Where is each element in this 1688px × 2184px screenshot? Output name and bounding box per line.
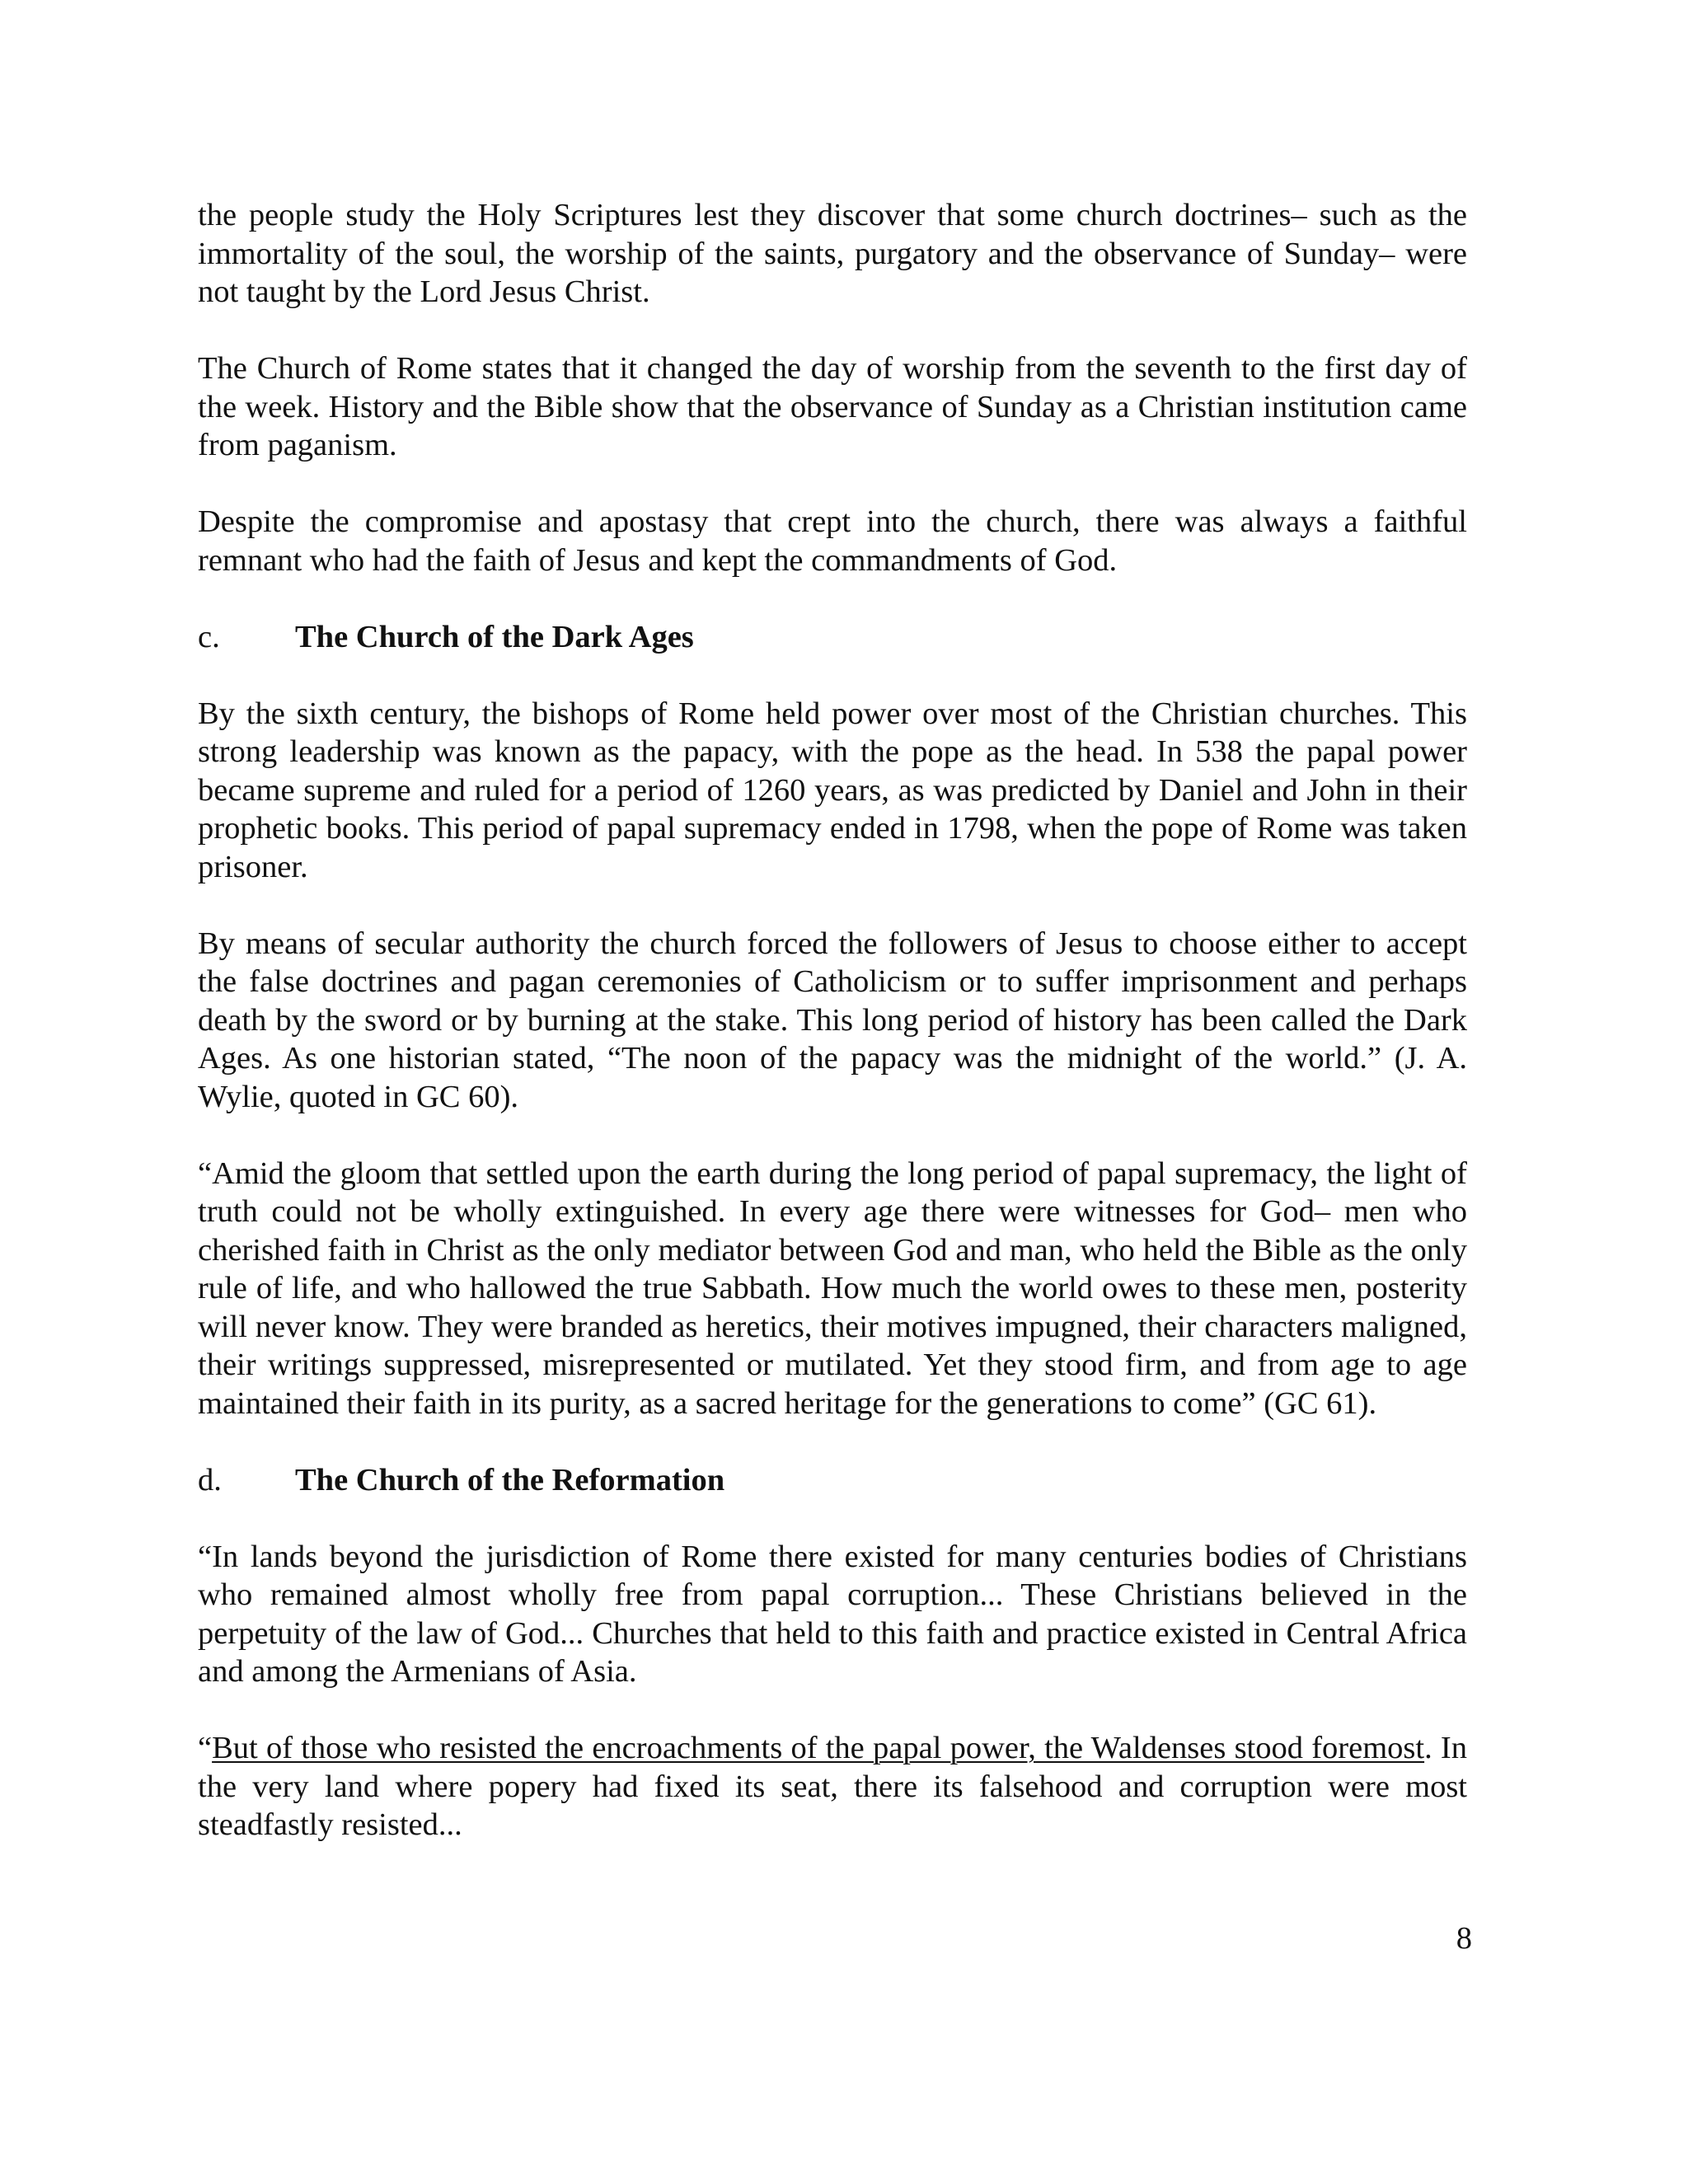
open-quote: “	[198, 1731, 213, 1765]
paragraph-witnesses-quote: “Amid the gloom that settled upon the earth during the long period of papal supremacy, the light of truth could not be wholly extinguished. In every age there were witnesses for God– men who cherished faith in Christ as the only mediator between God and man, who held the Bible as the only rule of life, and who hallowed the true Sabbath. How much the world owes to these men, posterity will never know. They were branded as heretics, their motives impugned, their characters maligned, their writings suppressed, misrepresented or mutilated. Yet they stood firm, and from age to age maintained their faith in its purity, as a sacred heritage for the generations to come” (GC 61).	[198, 1155, 1467, 1421]
paragraph-rest: . In the very land where popery had fixed its seat, there its falsehood and corruption were most steadfastly resisted...	[198, 1731, 1467, 1842]
section-heading-reformation	[198, 1461, 1467, 1500]
section-title: The Church of the Reformation	[295, 1462, 725, 1497]
underlined-text: But of those who resisted the encroachments of the papal power, the Waldenses stood foremost	[212, 1731, 1425, 1765]
paragraph-waldenses	[198, 1729, 1467, 1844]
page-number: 8	[1456, 1921, 1472, 1956]
paragraph-faithful-remnant: Despite the compromise and apostasy that crept into the church, there was always a faithful remnant who had the faith of Jesus and kept the commandments of God.	[198, 504, 1467, 578]
paragraph-lands-beyond-rome: “In lands beyond the jurisdiction of Rome there existed for many centuries bodies of Christians who remained almost wholly free from papal corruption... These Christians believed in the perpetuity of the law of God... Churches that held to this faith and practice existed in Central Africa and among the Armenians of Asia.	[198, 1539, 1467, 1689]
section-heading-dark-ages	[198, 618, 1467, 657]
document-body	[198, 196, 1467, 1882]
paragraph-doctrines: the people study the Holy Scriptures lest they discover that some church doctrines– such as the immortality of the soul, the worship of the saints, purgatory and the observance of Sunday– were not taught by the Lord Jesus Christ.	[198, 198, 1467, 309]
section-title: The Church of the Dark Ages	[295, 619, 694, 654]
paragraph-dark-ages: By means of secular authority the church forced the followers of Jesus to choose either to accept the false doctrines and pagan ceremonies of Catholicism or to suffer imprisonment and perhaps death by the sword or by burning at the stake. This long period of history has been called the Dark Ages. As one historian stated, “The noon of the papacy was the midnight of the world.” (J. A. Wylie, quoted in GC 60).	[198, 926, 1467, 1114]
section-letter: c.	[198, 619, 220, 654]
section-letter: d.	[198, 1462, 222, 1497]
paragraph-day-of-worship: The Church of Rome states that it changed the day of worship from the seventh to the first day of the week. History and the Bible show that the observance of Sunday as a Christian institution came from paganism.	[198, 351, 1467, 462]
paragraph-papacy: By the sixth century, the bishops of Rome held power over most of the Christian churches. This strong leadership was known as the papacy, with the pope as the head. In 538 the papal power became supreme and ruled for a period of 1260 years, as was predicted by Daniel and John in their prophetic books. This period of papal supremacy ended in 1798, when the pope of Rome was taken prisoner.	[198, 696, 1467, 884]
